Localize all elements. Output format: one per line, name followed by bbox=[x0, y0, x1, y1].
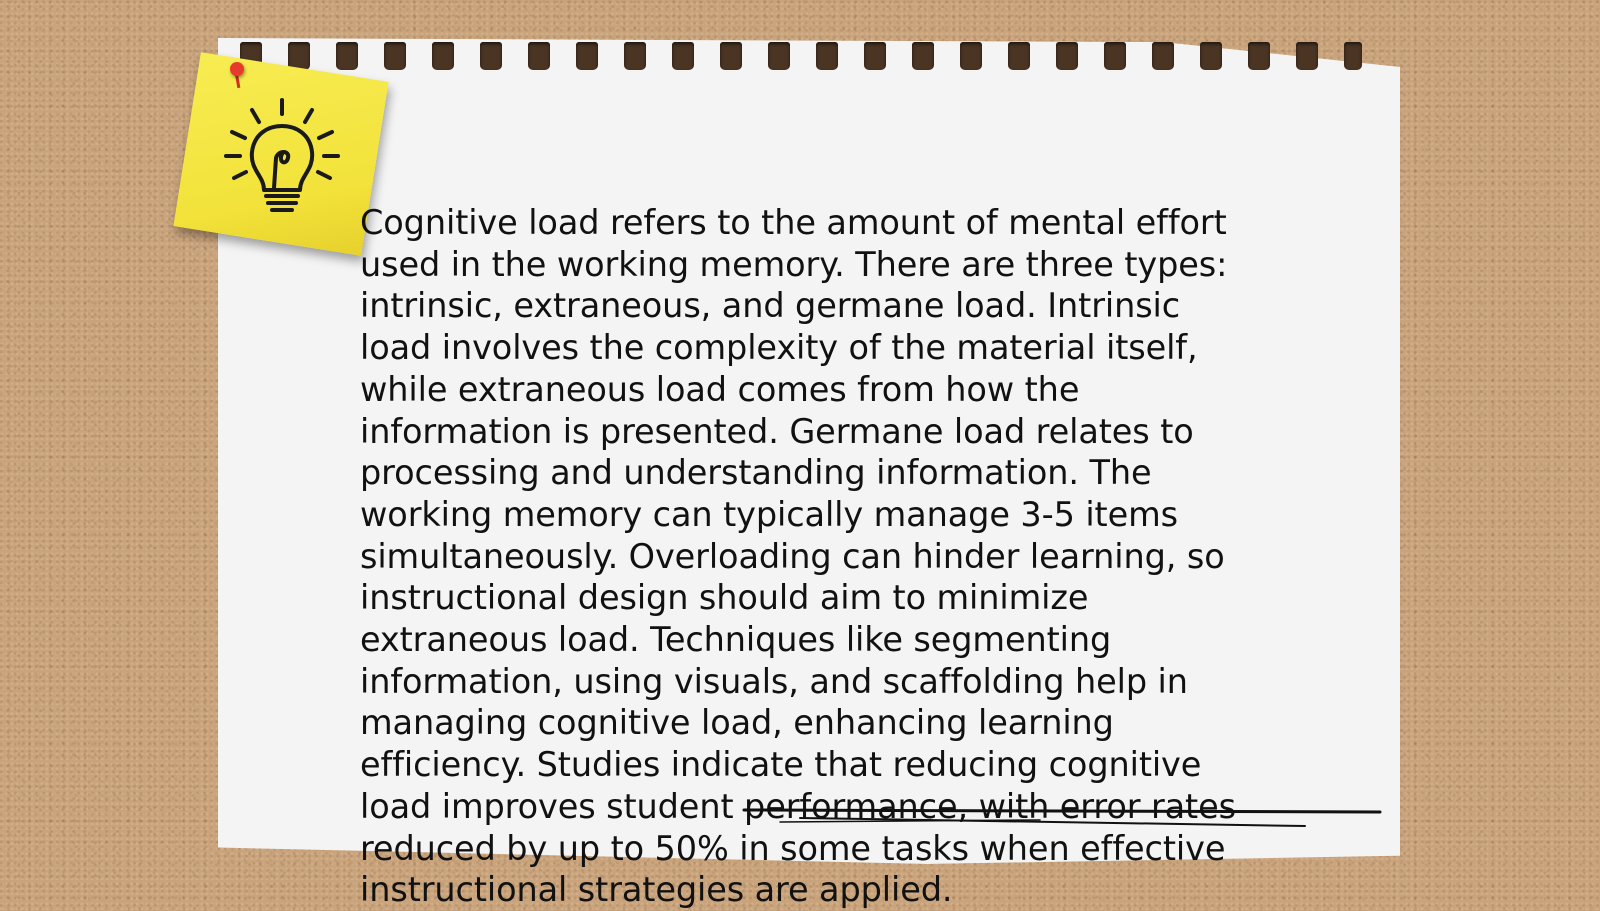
pen-strike-lines bbox=[740, 800, 1390, 830]
lightbulb-icon bbox=[222, 92, 342, 222]
binder-holes bbox=[240, 42, 1360, 74]
push-pin-icon bbox=[230, 62, 244, 76]
note-body-text: Cognitive load refers to the amount of mental effort used in the working memory. There are three types: intrinsic, extraneous, and germane load. Intrinsic load involves the complexity of the material itself, while extraneous load comes from how the information is presented. Germane load relates to processing and understanding information. The working memory can typically manage 3-5 items simultaneously. Overloading can hinder learning, so instructional design should aim to minimize extraneous load. Techniques like segmenting information, using visuals, and scaffolding help in managing cognitive load, enhancing learning efficiency. Studies indicate that reducing cognitive load improves student performance, with error rates reduced by up to 50% in some tasks when effective instructional strategies are applied. bbox=[360, 203, 1236, 910]
